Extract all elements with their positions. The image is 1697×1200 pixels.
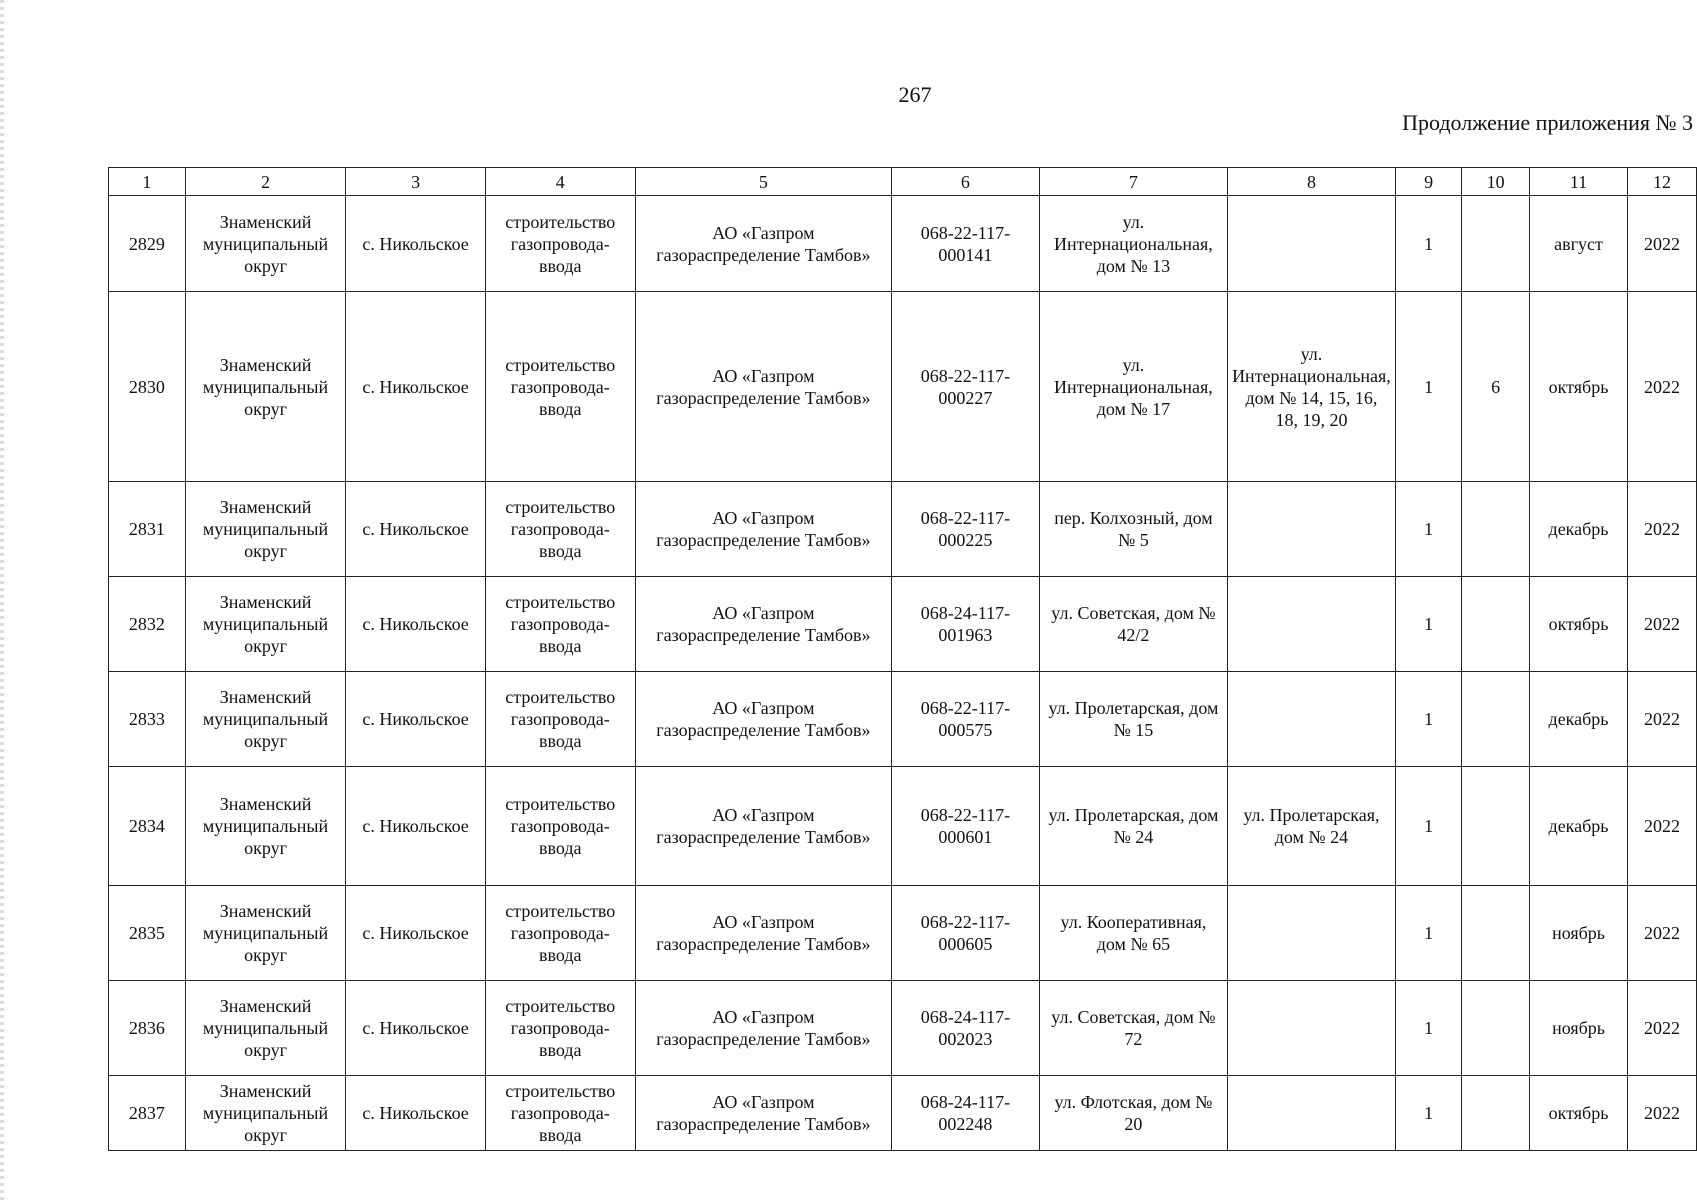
- cell-additional-addresses: [1228, 672, 1396, 767]
- column-header-10: 10: [1462, 168, 1530, 196]
- cell-address: ул. Пролетарская, дом № 24: [1039, 767, 1227, 886]
- cell-row-number: 2832: [109, 577, 186, 672]
- cell-object-code: 068-24-117-001963: [892, 577, 1040, 672]
- cell-quantity-b: [1462, 196, 1530, 292]
- cell-year: 2022: [1628, 767, 1697, 886]
- cell-additional-addresses: [1228, 577, 1396, 672]
- cell-quantity-a: 1: [1395, 196, 1462, 292]
- page-number: 267: [898, 82, 932, 107]
- cell-month: декабрь: [1529, 767, 1627, 886]
- table-row: [109, 672, 1697, 767]
- cell-municipality: Знаменский муниципальный округ: [185, 981, 346, 1076]
- cell-quantity-b: [1462, 886, 1530, 981]
- cell-row-number: 2830: [109, 292, 186, 482]
- cell-object-code: 068-22-117-000605: [892, 886, 1040, 981]
- cell-address: ул. Советская, дом № 42/2: [1039, 577, 1227, 672]
- table-row: [109, 886, 1697, 981]
- cell-organization: АО «Газпром газораспределение Тамбов»: [635, 292, 891, 482]
- cell-work-type: строительство газопровода-ввода: [485, 672, 635, 767]
- table-header: [109, 168, 1697, 196]
- cell-object-code: 068-22-117-000227: [892, 292, 1040, 482]
- cell-organization: АО «Газпром газораспределение Тамбов»: [635, 577, 891, 672]
- cell-quantity-a: 1: [1395, 292, 1462, 482]
- cell-quantity-a: 1: [1395, 767, 1462, 886]
- cell-month: декабрь: [1529, 672, 1627, 767]
- cell-additional-addresses: [1228, 886, 1396, 981]
- cell-organization: АО «Газпром газораспределение Тамбов»: [635, 672, 891, 767]
- cell-work-type: строительство газопровода-ввода: [485, 482, 635, 577]
- cell-work-type: строительство газопровода-ввода: [485, 577, 635, 672]
- column-header-12: 12: [1628, 168, 1697, 196]
- cell-row-number: 2836: [109, 981, 186, 1076]
- cell-quantity-a: 1: [1395, 1076, 1462, 1151]
- cell-organization: АО «Газпром газораспределение Тамбов»: [635, 1076, 891, 1151]
- table-row: [109, 981, 1697, 1076]
- register-table: [108, 167, 1697, 1151]
- cell-object-code: 068-22-117-000601: [892, 767, 1040, 886]
- cell-work-type: строительство газопровода-ввода: [485, 196, 635, 292]
- cell-quantity-b: [1462, 981, 1530, 1076]
- table-row: [109, 1076, 1697, 1151]
- cell-organization: АО «Газпром газораспределение Тамбов»: [635, 196, 891, 292]
- cell-settlement: с. Никольское: [346, 672, 486, 767]
- cell-month: октябрь: [1529, 292, 1627, 482]
- cell-municipality: Знаменский муниципальный округ: [185, 767, 346, 886]
- cell-organization: АО «Газпром газораспределение Тамбов»: [635, 886, 891, 981]
- cell-settlement: с. Никольское: [346, 577, 486, 672]
- cell-municipality: Знаменский муниципальный округ: [185, 482, 346, 577]
- cell-year: 2022: [1628, 196, 1697, 292]
- cell-settlement: с. Никольское: [346, 482, 486, 577]
- cell-month: ноябрь: [1529, 886, 1627, 981]
- cell-additional-addresses: ул. Интернациональная, дом № 14, 15, 16, 18, 19, 20: [1228, 292, 1396, 482]
- cell-object-code: 068-22-117-000575: [892, 672, 1040, 767]
- cell-organization: АО «Газпром газораспределение Тамбов»: [635, 981, 891, 1076]
- cell-quantity-b: [1462, 1076, 1530, 1151]
- cell-year: 2022: [1628, 482, 1697, 577]
- cell-settlement: с. Никольское: [346, 886, 486, 981]
- column-header-1: 1: [109, 168, 186, 196]
- cell-quantity-b: [1462, 482, 1530, 577]
- cell-object-code: 068-22-117-000225: [892, 482, 1040, 577]
- cell-additional-addresses: ул. Пролетарская, дом № 24: [1228, 767, 1396, 886]
- cell-work-type: строительство газопровода-ввода: [485, 1076, 635, 1151]
- cell-address: ул. Интернациональная, дом № 13: [1039, 196, 1227, 292]
- cell-quantity-a: 1: [1395, 672, 1462, 767]
- cell-additional-addresses: [1228, 196, 1396, 292]
- column-header-9: 9: [1395, 168, 1462, 196]
- header-row: [109, 168, 1697, 196]
- table-row: [109, 767, 1697, 886]
- cell-quantity-b: [1462, 672, 1530, 767]
- cell-year: 2022: [1628, 886, 1697, 981]
- cell-municipality: Знаменский муниципальный округ: [185, 196, 346, 292]
- cell-object-code: 068-24-117-002023: [892, 981, 1040, 1076]
- column-header-3: 3: [346, 168, 486, 196]
- cell-address: ул. Кооперативная, дом № 65: [1039, 886, 1227, 981]
- appendix-note: Продолжение приложения № 3: [1402, 110, 1693, 135]
- cell-month: октябрь: [1529, 1076, 1627, 1151]
- cell-settlement: с. Никольское: [346, 196, 486, 292]
- cell-municipality: Знаменский муниципальный округ: [185, 292, 346, 482]
- cell-row-number: 2837: [109, 1076, 186, 1151]
- cell-year: 2022: [1628, 672, 1697, 767]
- cell-work-type: строительство газопровода-ввода: [485, 292, 635, 482]
- cell-month: ноябрь: [1529, 981, 1627, 1076]
- cell-organization: АО «Газпром газораспределение Тамбов»: [635, 767, 891, 886]
- cell-quantity-a: 1: [1395, 981, 1462, 1076]
- table-row: [109, 196, 1697, 292]
- cell-address: ул. Интернациональная, дом № 17: [1039, 292, 1227, 482]
- cell-municipality: Знаменский муниципальный округ: [185, 672, 346, 767]
- cell-quantity-b: 6: [1462, 292, 1530, 482]
- cell-month: август: [1529, 196, 1627, 292]
- scan-edge: [0, 0, 4, 1200]
- column-header-8: 8: [1228, 168, 1396, 196]
- cell-municipality: Знаменский муниципальный округ: [185, 577, 346, 672]
- cell-work-type: строительство газопровода-ввода: [485, 886, 635, 981]
- cell-quantity-a: 1: [1395, 886, 1462, 981]
- cell-settlement: с. Никольское: [346, 767, 486, 886]
- cell-row-number: 2834: [109, 767, 186, 886]
- column-header-6: 6: [892, 168, 1040, 196]
- cell-row-number: 2829: [109, 196, 186, 292]
- table-row: [109, 577, 1697, 672]
- cell-address: пер. Колхозный, дом № 5: [1039, 482, 1227, 577]
- cell-settlement: с. Никольское: [346, 292, 486, 482]
- cell-year: 2022: [1628, 292, 1697, 482]
- cell-object-code: 068-24-117-002248: [892, 1076, 1040, 1151]
- cell-municipality: Знаменский муниципальный округ: [185, 886, 346, 981]
- column-header-11: 11: [1529, 168, 1627, 196]
- cell-quantity-b: [1462, 767, 1530, 886]
- table-row: [109, 292, 1697, 482]
- column-header-7: 7: [1039, 168, 1227, 196]
- table-body: [109, 196, 1697, 1151]
- cell-work-type: строительство газопровода-ввода: [485, 767, 635, 886]
- cell-year: 2022: [1628, 981, 1697, 1076]
- column-header-4: 4: [485, 168, 635, 196]
- cell-year: 2022: [1628, 577, 1697, 672]
- cell-address: ул. Флотская, дом № 20: [1039, 1076, 1227, 1151]
- cell-month: декабрь: [1529, 482, 1627, 577]
- cell-object-code: 068-22-117-000141: [892, 196, 1040, 292]
- cell-additional-addresses: [1228, 981, 1396, 1076]
- cell-address: ул. Пролетарская, дом № 15: [1039, 672, 1227, 767]
- cell-quantity-a: 1: [1395, 482, 1462, 577]
- cell-address: ул. Советская, дом № 72: [1039, 981, 1227, 1076]
- cell-settlement: с. Никольское: [346, 981, 486, 1076]
- cell-municipality: Знаменский муниципальный округ: [185, 1076, 346, 1151]
- cell-additional-addresses: [1228, 1076, 1396, 1151]
- cell-additional-addresses: [1228, 482, 1396, 577]
- cell-row-number: 2833: [109, 672, 186, 767]
- cell-quantity-b: [1462, 577, 1530, 672]
- cell-organization: АО «Газпром газораспределение Тамбов»: [635, 482, 891, 577]
- cell-month: октябрь: [1529, 577, 1627, 672]
- cell-settlement: с. Никольское: [346, 1076, 486, 1151]
- cell-quantity-a: 1: [1395, 577, 1462, 672]
- cell-row-number: 2835: [109, 886, 186, 981]
- table-row: [109, 482, 1697, 577]
- column-header-2: 2: [185, 168, 346, 196]
- cell-row-number: 2831: [109, 482, 186, 577]
- cell-year: 2022: [1628, 1076, 1697, 1151]
- cell-work-type: строительство газопровода-ввода: [485, 981, 635, 1076]
- column-header-5: 5: [635, 168, 891, 196]
